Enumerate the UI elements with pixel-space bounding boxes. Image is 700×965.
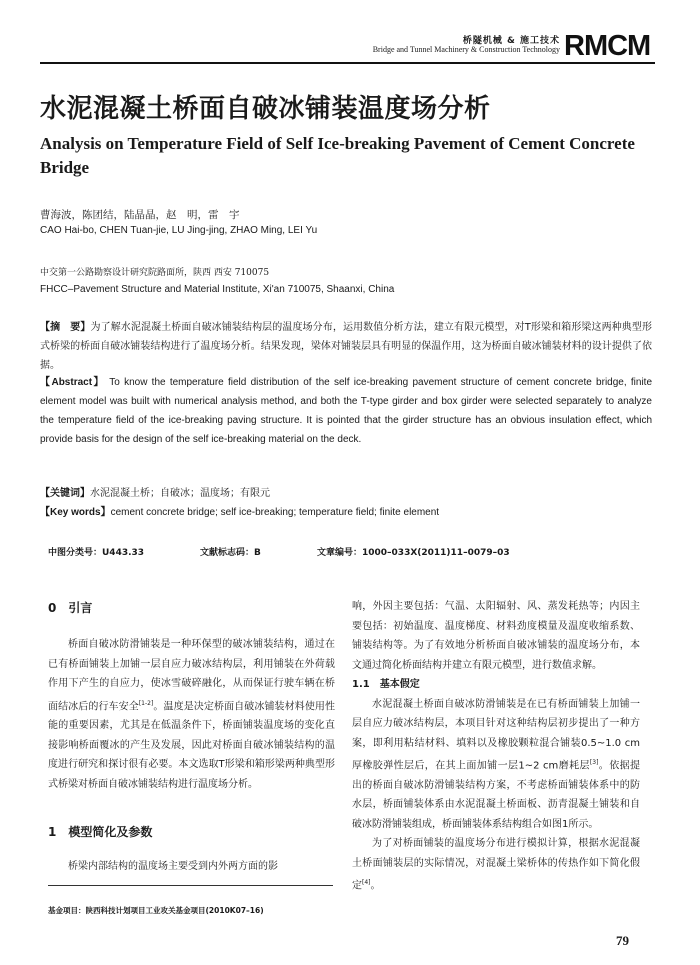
subsection-1-1-heading: 1.1 基本假定 [352, 679, 420, 690]
intro-citation: [1-2] [138, 699, 154, 707]
footnote-rule [48, 885, 333, 886]
document-code: 文献标志码：B [200, 548, 261, 558]
affiliation-en: FHCC–Pavement Structure and Material Institute, Xi'an 710075, Shaanxi, China [40, 284, 395, 295]
clc-number: 中图分类号：U443.33 [48, 548, 145, 558]
authors-cn: 曹海波，陈团结，陆晶晶，赵 明，雷 宇 [40, 209, 240, 221]
intro-text-tail: 。温度是决定桥面自破冰铺装材料使用性能的重要因素，尤其是在低温条件下，桥面铺装温度场的变化直接影响桥面覆冰的产生及发展，因此对桥面自破冰铺装结构的温度进行研究和探讨很有必要。本文选取T形梁和箱形梁两种典型形式桥梁对桥面自破冰铺装结构进行温度场分析。 [48, 700, 336, 790]
journal-name-en: Bridge and Tunnel Machinery & Construction Technology [372, 45, 560, 54]
abstract-en [40, 373, 652, 449]
affiliation-cn: 中交第一公路勘察设计研究院路面所，陕西 西安 710075 [40, 268, 270, 278]
right-paragraph-3-text: 为了对桥面铺装的温度场分布进行模拟计算，根据水泥混凝土桥面铺装层的实际情况，对混凝土梁桥体的传热作如下简化假定 [352, 838, 640, 892]
keywords-cn-label: 【关键词】 [40, 488, 90, 499]
abstract-cn [40, 318, 652, 375]
intro-text: 桥面自破冰防滑铺装是一种环保型的破冰铺装结构，通过在已有桥面铺装上加铺一层自应力破冰结构层，利用铺装在外荷载作用下产生的自应力，使冰雪破碎融化，从而保证行驶车辆在桥面结冰后的行车安全 [48, 639, 335, 712]
journal-logo: RMCM [564, 30, 651, 62]
article-number: 文章编号：1000–033X(2011)11–0079–03 [317, 548, 510, 558]
intro-paragraph [48, 635, 335, 794]
section-1-text: 桥梁内部结构的温度场主要受到内外两方面的影 [68, 861, 278, 872]
keywords-cn [40, 484, 652, 503]
keywords-en [40, 503, 652, 522]
abstract-cn-label: 【摘 要】 [40, 322, 91, 333]
keywords-en-label: 【Key words】 [40, 507, 111, 518]
right-paragraph-1: 响，外因主要包括：气温、太阳辐射、风、蒸发耗热等；内因主要包括：初始温度、温度梯度、材料劲度模量及温度收缩系数、铺装结构等。为了有效地分析桥面自破冰铺装的温度场分布，本文通过简化桥面结构并建立有限元模型，进行数值求解。 [352, 601, 640, 671]
right-paragraph-3-citation: [4] [362, 879, 371, 887]
right-column [352, 597, 640, 896]
keywords-cn-text: 水泥混凝土桥；自破冰；温度场；有限元 [90, 488, 270, 499]
right-paragraph-2-citation: [3] [589, 759, 599, 766]
keywords-en-text: cement concrete bridge; self ice-breaking; temperature field; finite element [110, 507, 440, 518]
section-1-paragraph [48, 857, 335, 877]
abstract-en-text: To know the temperature field distribution of the self ice-breaking pavement structure of cement concrete bridge, finite element model was built with numerical analysis method, and both the T-type girder and box girder were selected separately to analyze the temperature field of the ice-breaking paving structure. It is pointed that the girder structure has an obvious insulation effect, which provide basis for the design of the self ice-breaking material on the deck. [40, 377, 653, 445]
header-rule [40, 62, 655, 64]
right-paragraph-2 [352, 695, 640, 835]
title-en: Analysis on Temperature Field of Self Ice-breaking Pavement of Cement Concrete Bridge [40, 134, 635, 177]
right-paragraph-2-text: 水泥混凝土桥面自破冰防滑铺装是在已有桥面铺装上加铺一层自应力破冰结构层，本项目针对这种结构层初步提出了一种方案，即利用粘结材料、填料以及橡胶颗粒混合铺装0.5~1.0 cm厚橡胶弹性层后，在其上面加铺一层1~2 cm磨耗层 [352, 698, 640, 772]
title-cn: 水泥混凝土桥面自破冰铺装温度场分析 [40, 94, 491, 124]
section-1-heading: 1 模型简化及参数 [48, 825, 153, 839]
authors-en: CAO Hai-bo, CHEN Tuan-jie, LU Jing-jing, ZHAO Ming, LEI Yu [40, 225, 318, 236]
right-paragraph-2-tail: 。依据提出的桥面自破冰防滑铺装结构方案，不考虑桥面铺装体系中的防水层，桥面铺装体系由水泥混凝土桥面板、沥青混凝土铺装和自破冰防滑铺装组成，桥面铺装体系结构组合如图1所示。 [352, 760, 641, 830]
fund-footnote: 基金项目：陕西科技计划项目工业攻关基金项目(2010K07–16) [48, 906, 264, 915]
page-number: 79 [616, 933, 629, 948]
abstract-en-label: 【Abstract】 [40, 377, 105, 388]
journal-name-cn: 桥隧机械 & 施工技术 [462, 36, 560, 46]
right-paragraph-3 [352, 834, 640, 896]
abstract-cn-text: 为了解水泥混凝土桥面自破冰铺装结构层的温度场分布，运用数值分析方法，建立有限元模型，对T形梁和箱形梁这两种典型形式桥梁的桥面自破冰铺装结构进行了温度场分析。结果发现，梁体对铺装层具有明显的保温作用，这为桥面自破冰铺装材料的设计提供了依据。 [40, 322, 653, 371]
section-0-heading: 0 引言 [48, 601, 93, 615]
right-paragraph-3-tail: 。 [370, 880, 381, 892]
